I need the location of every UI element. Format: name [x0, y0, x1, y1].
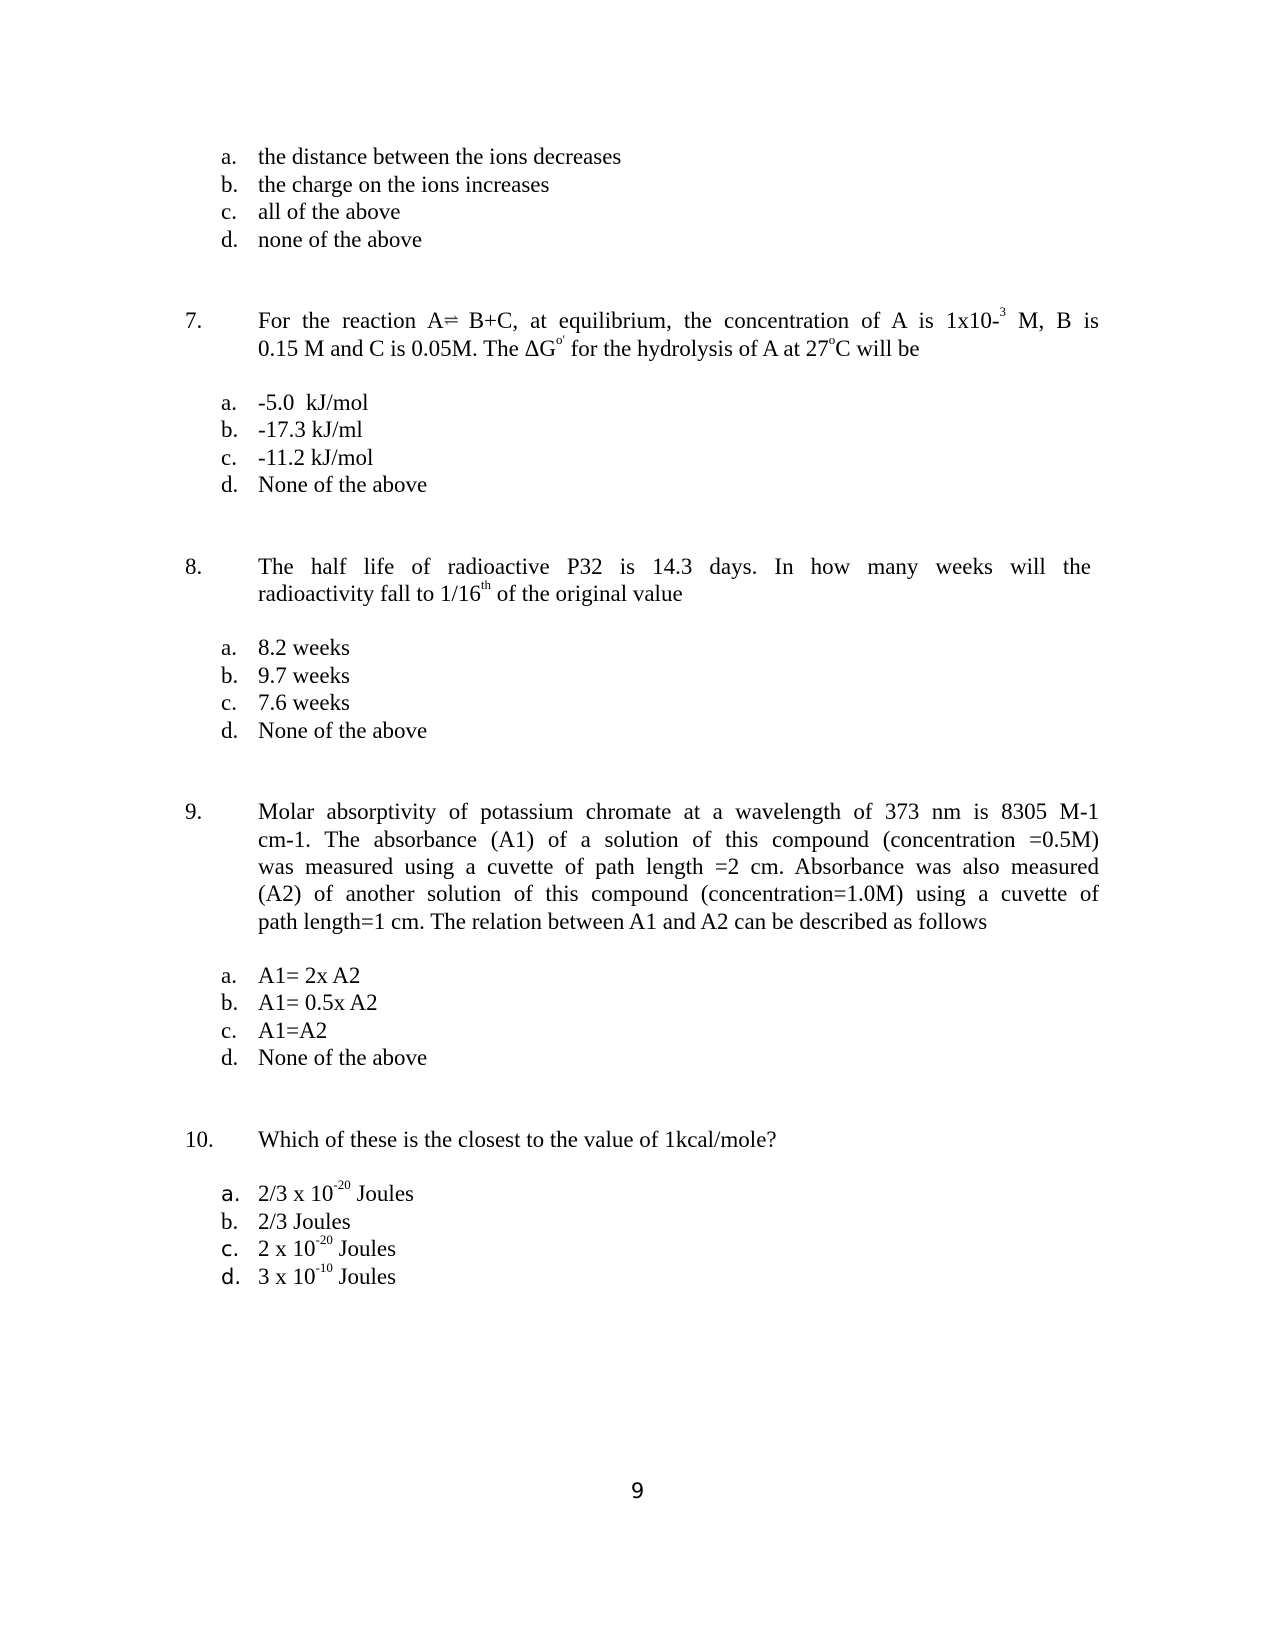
q9-line-5: [0, 908, 1275, 936]
superscript: -20: [333, 1177, 351, 1193]
question-number: 7.: [185, 308, 203, 333]
q7-line-1: [0, 304, 1275, 335]
superscript: -20: [315, 1232, 333, 1248]
equilibrium-arrow-icon: ⇌: [443, 310, 457, 330]
q7-option-c: [0, 444, 1275, 472]
q9-option-c: [0, 1017, 1275, 1045]
option-text: A1=A2: [258, 1018, 328, 1043]
option-text: 7.6 weeks: [258, 690, 350, 715]
option-marker: d.: [221, 1045, 239, 1070]
question-text: Molar absorptivity of potassium chromate at a wavelength of 373 nm is 8305 M-1: [258, 799, 1099, 824]
q8-option-c: [0, 689, 1275, 717]
q7-text-part: B+C, at equilibrium, the concentration of A is 1x10-: [456, 308, 1000, 333]
option-marker: d.: [221, 1265, 242, 1289]
option-text: 9.7 weeks: [258, 663, 350, 688]
option-text: None of the above: [258, 718, 428, 743]
question-text: The half life of radioactive P32 is 14.3 days. In how many weeks will the: [258, 554, 1091, 579]
option-text: [258, 1260, 397, 1291]
q7-text-part: For the reaction A: [258, 308, 444, 333]
option-text: [258, 1177, 414, 1208]
option-unit: Joules: [332, 1264, 397, 1289]
option-unit: Joules: [350, 1181, 414, 1206]
option-text: [258, 1232, 397, 1263]
q9-option-a: [0, 962, 1275, 990]
option-text: A1= 0.5x A2: [258, 990, 378, 1015]
q10-option-a: [0, 1177, 1275, 1208]
question-text: [258, 304, 1099, 336]
q8-option-d: [0, 717, 1275, 745]
option-marker: a.: [221, 144, 237, 169]
option-text: -17.3 kJ/ml: [258, 417, 363, 442]
q8-text-part: radioactivity fall to 1/16: [258, 581, 481, 606]
page-number: 9: [630, 1479, 645, 1503]
q7-text-part: for the hydrolysis of A at 27: [564, 336, 829, 361]
option-text: none of the above: [258, 227, 423, 252]
q10-option-b: [0, 1208, 1275, 1236]
q8-line-1: [0, 553, 1275, 581]
q7-option-d: [0, 471, 1275, 499]
q7-option-b: [0, 416, 1275, 444]
q10-option-d: [0, 1260, 1275, 1291]
option-text: [258, 1208, 351, 1236]
question-text: Which of these is the closest to the value of 1kcal/mole?: [258, 1127, 777, 1152]
q7-text-part: 0.15 M and C is 0.05M. The ΔG: [258, 336, 557, 361]
option-marker: b.: [221, 663, 239, 688]
q7-line-2: [0, 332, 1275, 363]
option-base: 3 x 10: [258, 1264, 316, 1289]
option-text: None of the above: [258, 1045, 428, 1070]
question-text: cm-1. The absorbance (A1) of a solution of this compound (concentration =0.5M): [258, 827, 1099, 852]
superscript: -10: [315, 1260, 333, 1276]
option-base: 2/3 x 10: [258, 1181, 334, 1206]
option-marker: c.: [221, 199, 237, 224]
option-marker: d.: [221, 472, 239, 497]
q8-option-a: [0, 634, 1275, 662]
question-text: [258, 577, 683, 608]
option-text: the distance between the ions decreases: [258, 144, 622, 169]
question-text: [258, 332, 920, 363]
option-marker: a.: [221, 963, 237, 988]
option-marker: b.: [221, 990, 239, 1015]
superscript: th: [480, 577, 492, 593]
question-number: 10.: [185, 1127, 214, 1152]
q10-option-c: [0, 1232, 1275, 1263]
option-base: 2/3 Joules: [258, 1209, 351, 1234]
question-text: was measured using a cuvette of path length =2 cm. Absorbance was also measured: [258, 854, 1099, 879]
option-marker: c.: [221, 445, 237, 470]
q6-option-a: [0, 143, 1275, 171]
option-marker: d.: [221, 718, 239, 743]
option-marker: c.: [221, 1018, 237, 1043]
q8-line-2: [0, 577, 1275, 608]
q8-text-part: of the original value: [491, 581, 683, 606]
option-marker: a.: [221, 635, 237, 660]
q9-option-d: [0, 1044, 1275, 1072]
option-marker: a.: [221, 1182, 241, 1206]
q7-option-a: [0, 389, 1275, 417]
option-marker: b.: [221, 172, 239, 197]
question-text: path length=1 cm. The relation between A1 and A2 can be described as follows: [258, 909, 988, 934]
option-marker: a.: [221, 390, 237, 415]
option-text: -11.2 kJ/mol: [258, 445, 374, 470]
superscript: o: [828, 332, 836, 348]
option-marker: c.: [221, 690, 237, 715]
superscript: 3: [999, 304, 1007, 320]
option-marker: b.: [221, 417, 239, 442]
option-text: the charge on the ions increases: [258, 172, 550, 197]
option-marker: c.: [221, 1237, 240, 1261]
q8-option-b: [0, 662, 1275, 690]
q7-text-part: M, B is: [1006, 308, 1099, 333]
option-text: A1= 2x A2: [258, 963, 361, 988]
option-base: 2 x 10: [258, 1236, 316, 1261]
option-unit: Joules: [332, 1236, 397, 1261]
q9-line-2: [0, 826, 1275, 854]
question-text: (A2) of another solution of this compound (concentration=1.0M) using a cuvette of: [258, 881, 1099, 906]
question-number: 9.: [185, 799, 203, 824]
option-text: -5.0 kJ/mol: [258, 390, 369, 415]
option-text: None of the above: [258, 472, 428, 497]
option-text: 8.2 weeks: [258, 635, 350, 660]
question-number: 8.: [185, 554, 203, 579]
option-marker: b.: [221, 1209, 239, 1234]
q9-line-3: [0, 853, 1275, 881]
option-marker: d.: [221, 227, 239, 252]
q10-line-1: [0, 1126, 1275, 1154]
superscript: o': [556, 332, 565, 348]
q9-line-4: [0, 880, 1275, 908]
q6-option-b: [0, 171, 1275, 199]
q9-option-b: [0, 989, 1275, 1017]
option-text: all of the above: [258, 199, 401, 224]
q7-text-part: C will be: [835, 336, 920, 361]
q9-line-1: [0, 798, 1275, 826]
q6-option-c: [0, 198, 1275, 226]
q6-option-d: [0, 226, 1275, 254]
